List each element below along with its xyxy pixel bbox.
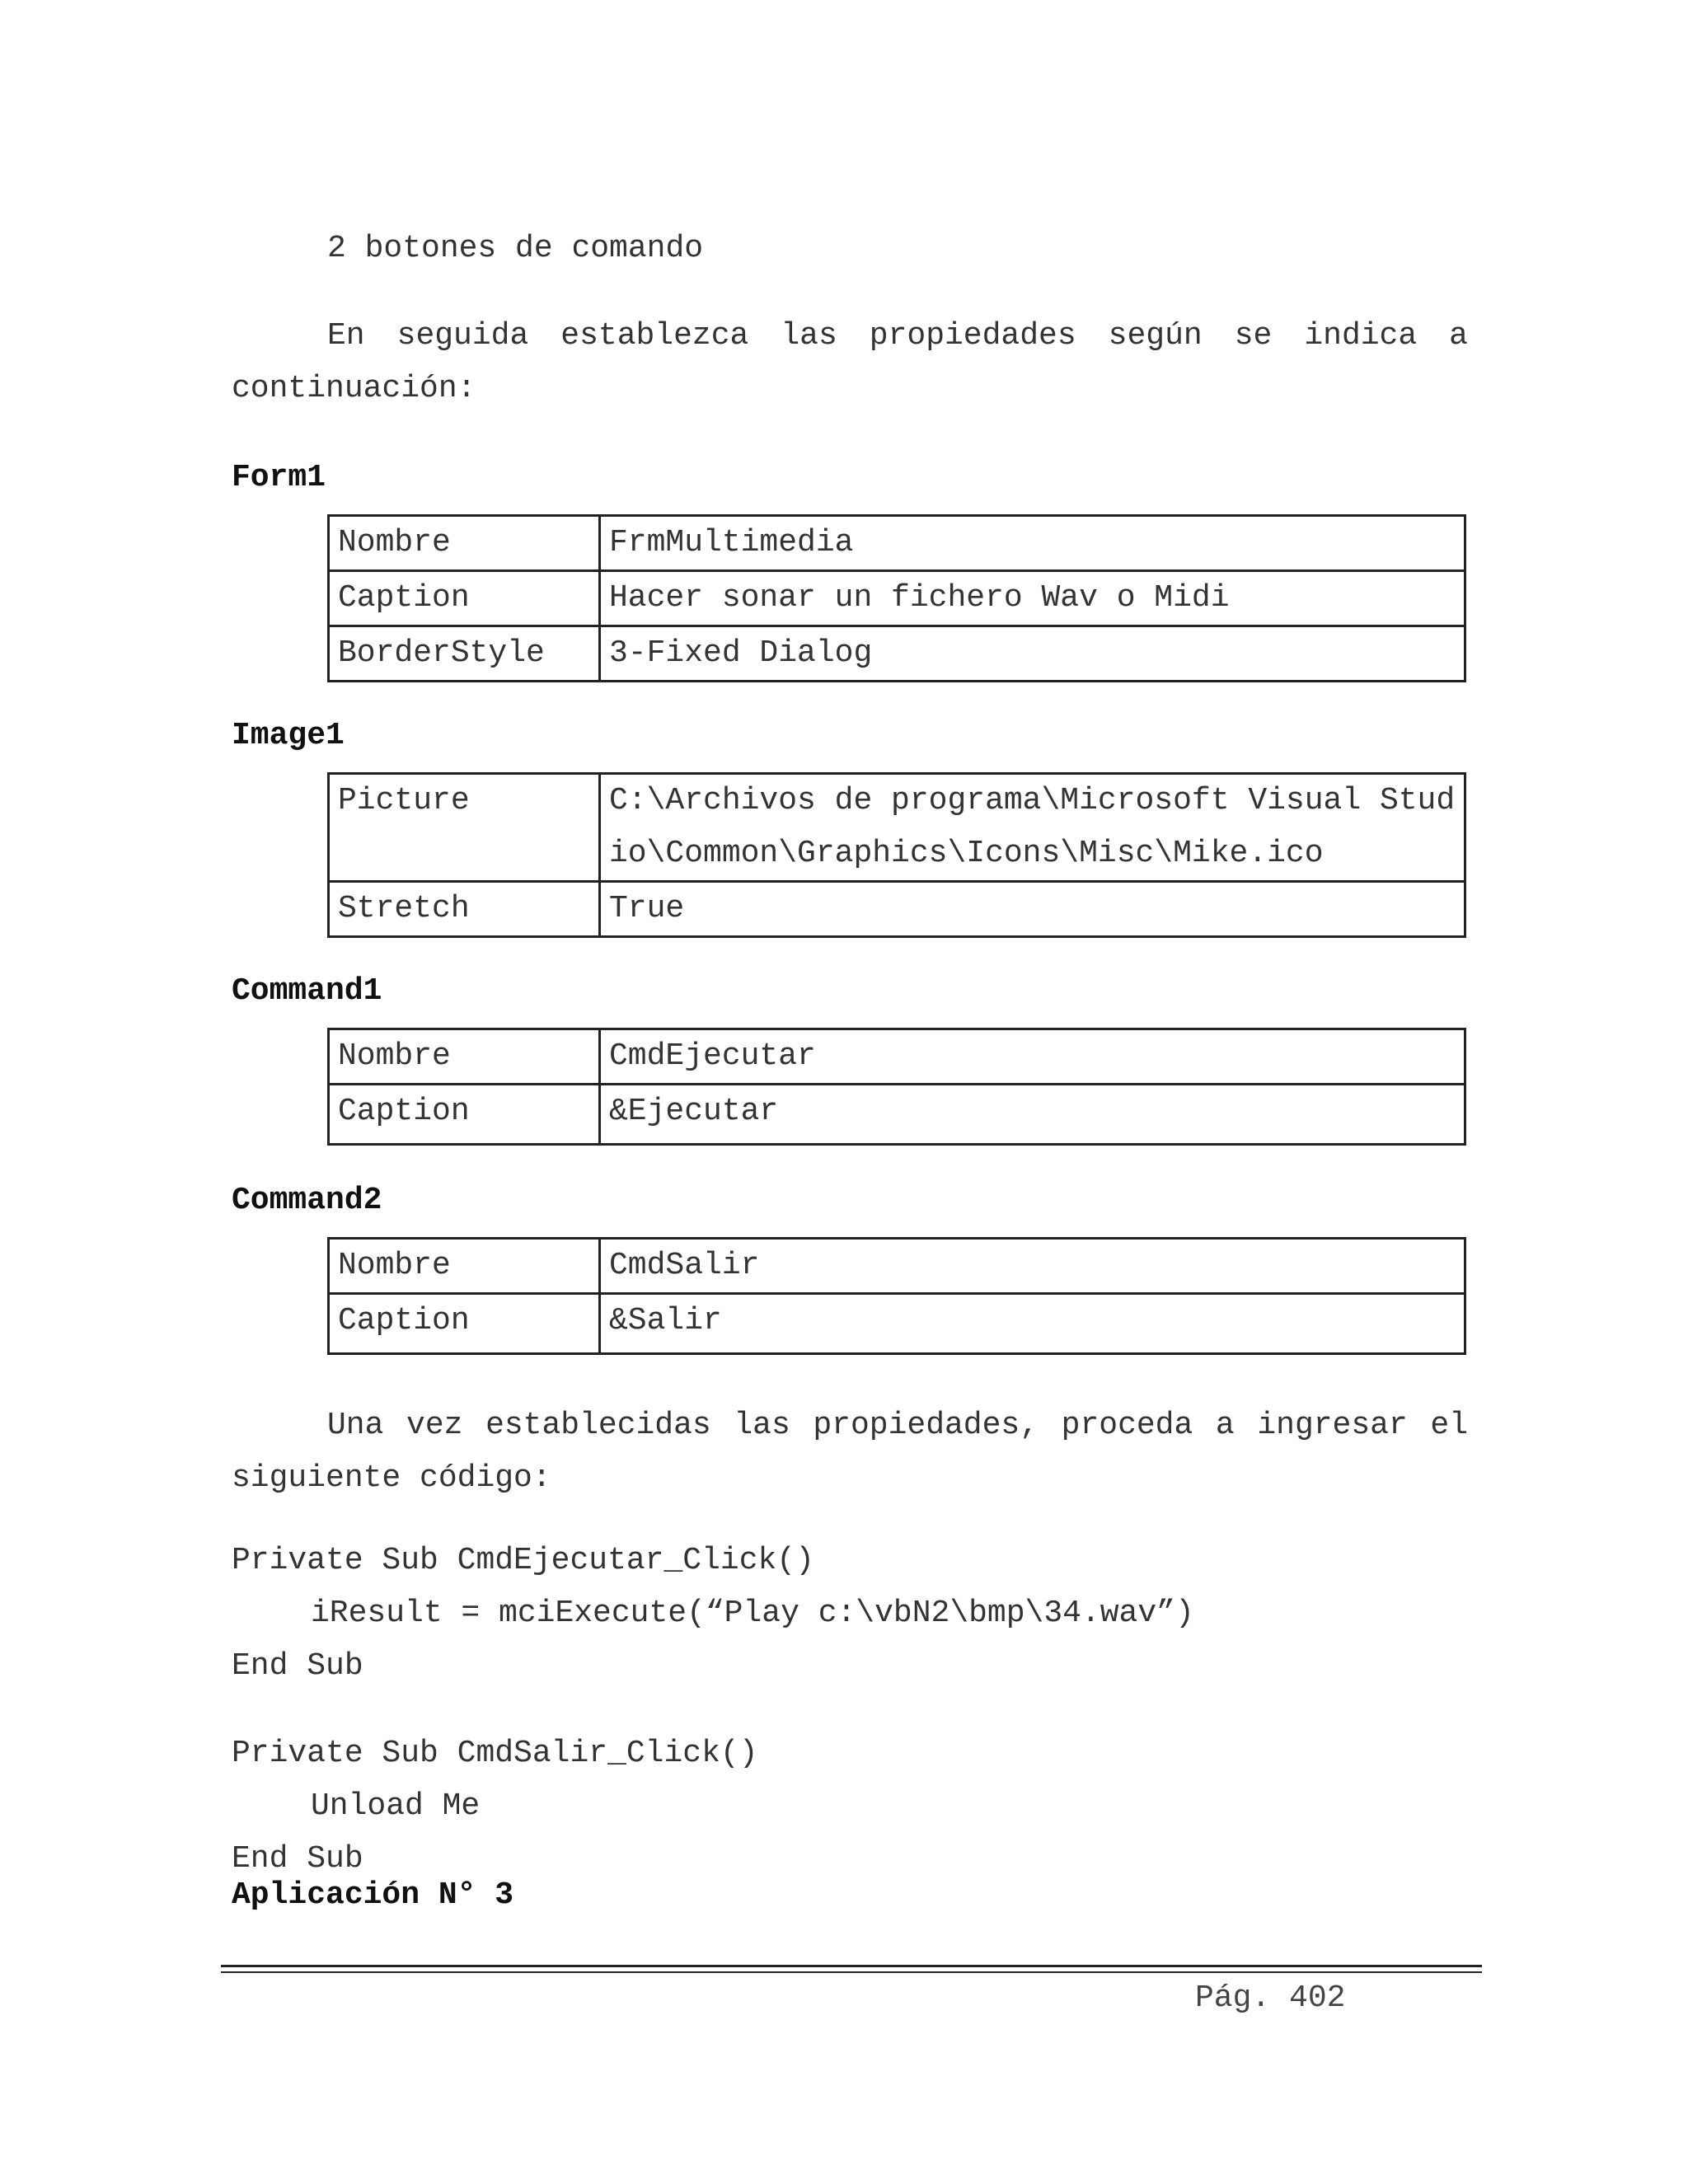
property-value: True [600, 882, 1465, 937]
paragraph-text: En seguida establezca las propiedades según se indica a continuación: [232, 318, 1468, 406]
property-value: CmdEjecutar [600, 1029, 1465, 1085]
paragraph-code-intro [232, 1399, 1468, 1505]
property-name: Caption [329, 1294, 600, 1354]
paragraph-text: Una vez establecidas las propiedades, proceda a ingresar el siguiente código: [232, 1408, 1468, 1496]
table-row [329, 626, 1465, 682]
property-value: CmdSalir [600, 1239, 1465, 1294]
table-row [329, 774, 1465, 882]
code-line: End Sub [232, 1841, 363, 1877]
code-line [232, 1587, 1194, 1640]
properties-table-command1 [327, 1028, 1466, 1146]
page-number: Pág. 402 [1195, 1980, 1346, 2016]
table-row [329, 1085, 1465, 1145]
table-row [329, 882, 1465, 937]
property-name: Caption [329, 1085, 600, 1145]
table-row [329, 571, 1465, 626]
property-value: C:\Archivos de programa\Microsoft Visual Studio\Common\Graphics\Icons\Misc\Mike.ico [600, 774, 1465, 882]
paragraph-properties-intro [232, 310, 1468, 415]
code-line: Private Sub CmdSalir_Click() [232, 1736, 758, 1771]
code-text: Unload Me [311, 1788, 481, 1824]
code-line: Private Sub CmdEjecutar_Click() [232, 1543, 814, 1578]
property-name: BorderStyle [329, 626, 600, 682]
properties-table-command2 [327, 1237, 1466, 1355]
property-value: Hacer sonar un fichero Wav o Midi [600, 571, 1465, 626]
property-name: Nombre [329, 1239, 600, 1294]
application-title: Aplicación N° 3 [232, 1877, 514, 1913]
section-heading-form1: Form1 [232, 460, 326, 495]
code-line: End Sub [232, 1648, 363, 1684]
property-name: Stretch [329, 882, 600, 937]
footer-rule [221, 1965, 1482, 1967]
footer-rule [221, 1971, 1482, 1973]
property-value: &Salir [600, 1294, 1465, 1354]
property-value: &Ejecutar [600, 1085, 1465, 1145]
section-heading-command2: Command2 [232, 1183, 382, 1218]
table-row [329, 1029, 1465, 1085]
table-row [329, 516, 1465, 571]
section-heading-command1: Command1 [232, 973, 382, 1009]
property-value: 3-Fixed Dialog [600, 626, 1465, 682]
property-name: Nombre [329, 516, 600, 571]
property-name: Caption [329, 571, 600, 626]
section-heading-image1: Image1 [232, 718, 345, 753]
table-row [329, 1239, 1465, 1294]
property-name: Picture [329, 774, 600, 882]
properties-table-image1 [327, 772, 1466, 938]
code-line [232, 1780, 480, 1833]
property-value: FrmMultimedia [600, 516, 1465, 571]
property-name: Nombre [329, 1029, 600, 1085]
intro-line: 2 botones de comando [327, 231, 704, 266]
table-row [329, 1294, 1465, 1354]
code-text: iResult = mciExecute(“Play c:\vbN2\bmp\34.wav”) [311, 1596, 1194, 1631]
properties-table-form1 [327, 514, 1466, 682]
